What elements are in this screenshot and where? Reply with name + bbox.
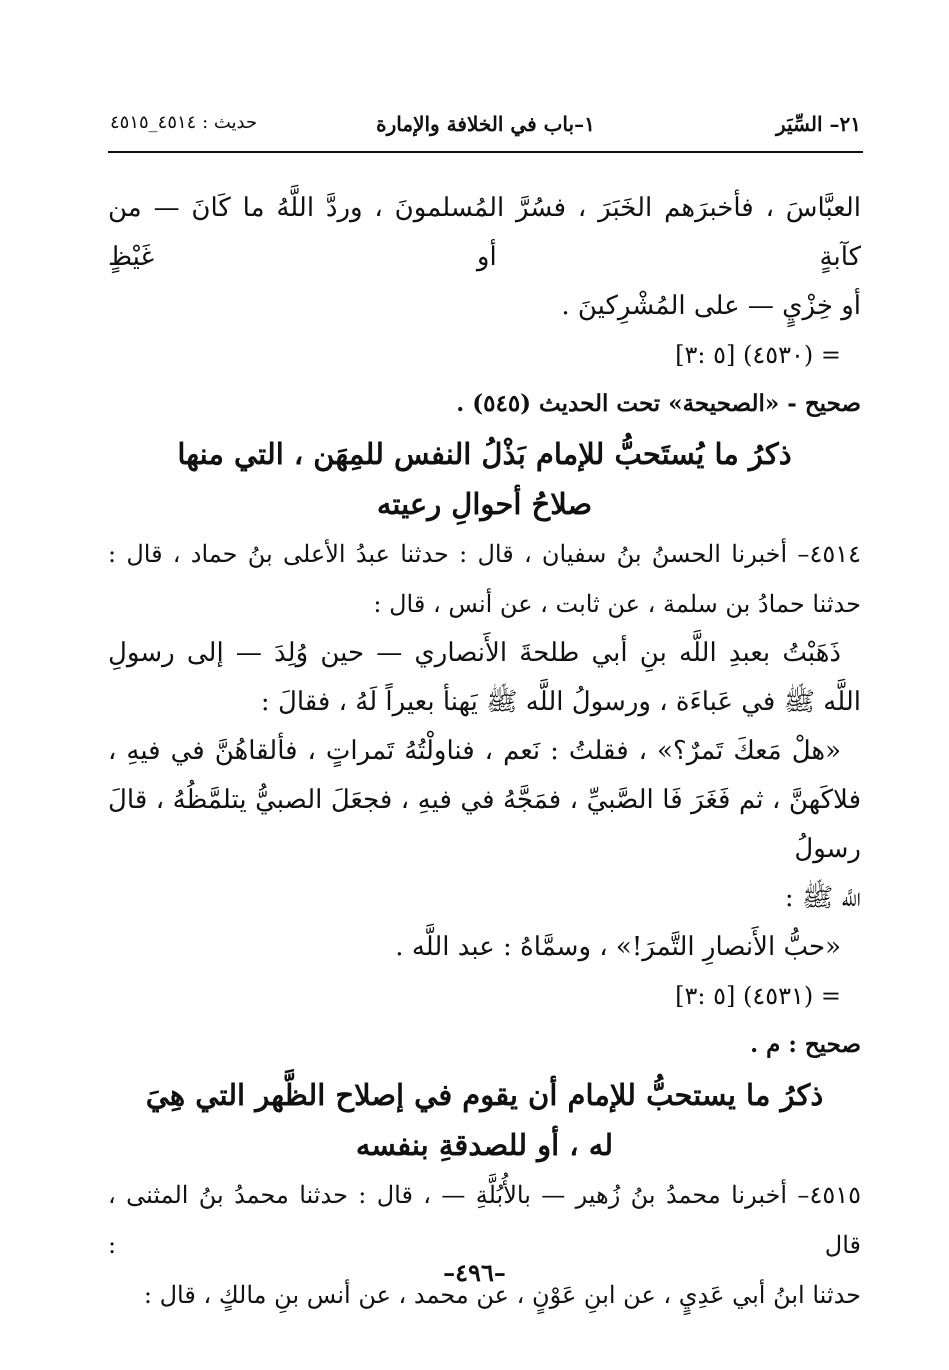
chapter-label: ٢١– السِّيَر [775, 112, 861, 136]
continuation-line-1: العبَّاسَ ، فأخبرَهم الخَبَرَ ، فسُرَّ المُسلمونَ ، وردَّ اللَّهُ ما كَانَ — من كآبةٍ أو غَيْظٍ [108, 193, 861, 272]
grading: صحيح - «الصحيحة» تحت الحديث (٥٤٥) . [456, 390, 861, 417]
matn-line: اللَّه ﷺ في عَباءَة ، ورسولُ اللَّه ﷺ يَهنأ بعيراً لَهُ ، فقالَ : [260, 687, 861, 717]
cross-reference: = (٤٥٣١) [٥ :٣] [675, 982, 841, 1010]
cross-reference: = (٤٥٣٠) [٥ :٣] [675, 341, 841, 369]
chapter-heading: له ، أو للصدقةِ بنفسه [355, 1128, 614, 1162]
grading: صحيح : م . [750, 1031, 861, 1058]
isnad-line: حدثنا ابنُ أبي عَدِيٍ ، عن ابنِ عَوْنٍ ، عن محمد ، عن أنس بنِ مالكٍ ، قال : [143, 1281, 861, 1309]
section-title: ١–باب في الخلافة والإمارة [376, 112, 595, 136]
header-rule [108, 151, 863, 153]
isnad-line: ٤٥١٤– أخبرنا الحسنُ بنُ سفيان ، قال : حدثنا عبدُ الأعلى بنُ حماد ، قال : [108, 540, 861, 568]
isnad-line: ٤٥١٥– أخبرنا محمدُ بنُ زُهير — بالأُبُلَّةِ — ، قال : حدثنا محمدُ بنُ المثنى ، قال : [108, 1181, 861, 1259]
matn-line: فلاكَهنَّ ، ثم فَغَرَ فَا الصَّبيِّ ، فمَجَّهُ في فيهِ ، فجعَلَ الصبيُّ يتلمَّظُهُ ، قالَ رسولُ [108, 785, 861, 864]
matn-line: «هلْ مَعكَ تَمرٌ؟» ، فقلتُ : نَعم ، فناولْتُهُ تَمراتٍ ، فألقاهُنَّ في فيهِ ، [108, 736, 841, 766]
chapter-heading: ذكرُ ما يُستَحبُّ للإمام بَذْلُ النفس للمِهَن ، التي منها [177, 437, 792, 471]
chapter-heading: ذكرُ ما يستحبُّ للإمام أن يقوم في إصلاح الظَّهر التي هِيَ [145, 1078, 824, 1112]
page-body [108, 184, 861, 1320]
page-number: –٤٩٦– [443, 1258, 506, 1287]
isnad-line: حدثنا حمادُ بن سلمة ، عن ثابت ، عن أنس ، قال : [373, 590, 861, 618]
matn-line: ذَهَبْتُ بعبدِ اللَّه بنِ أبي طلحةَ الأَنصاري — حين وُلِدَ — إلى رسولِ [108, 638, 841, 668]
hadith-range: حديث : ٤٥١٤_٤٥١٥ [110, 112, 258, 133]
running-header [110, 112, 861, 152]
matn-line: اللَّه ﷺ : [784, 883, 861, 913]
continuation-line-2: أو خِزْيٍ — على المُشْرِكينَ . [561, 291, 861, 321]
chapter-heading: صلاحُ أحوالِ رعيته [376, 487, 593, 521]
matn-line: «حبُّ الأَنصارِ التَّمرَ!» ، وسمَّاهُ : عبد اللَّه . [395, 932, 841, 962]
